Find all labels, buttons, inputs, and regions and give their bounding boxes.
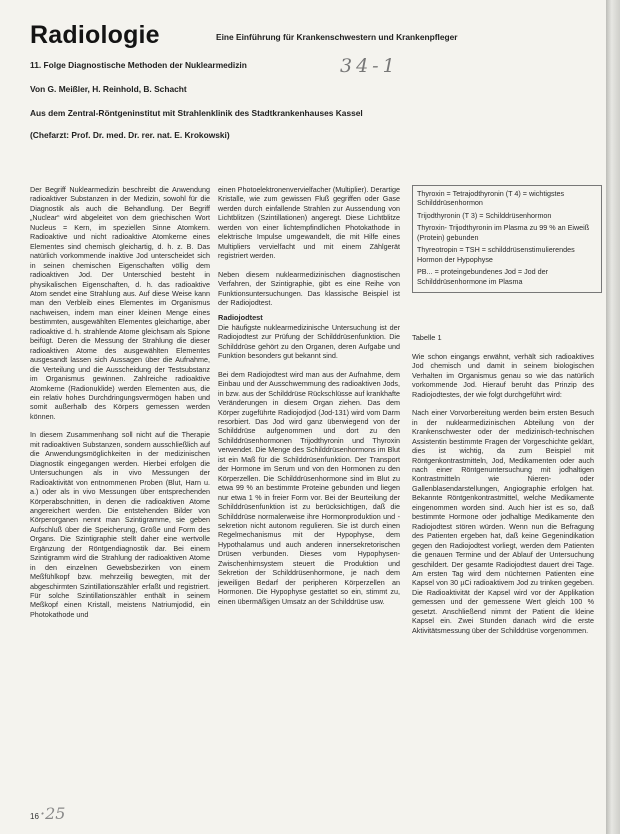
authors-line: Von G. Meißler, H. Reinhold, B. Schacht [30, 84, 187, 94]
handwritten-note: 34-1 [340, 55, 399, 77]
table-entry: Thyroxin = Tetrajodthyronin (T 4) = wichtigstes Schilddrüsenhormon [417, 189, 565, 208]
page-subtitle: Eine Einführung für Krankenschwestern und Krankenpfleger [216, 32, 458, 42]
definition-table [412, 185, 602, 293]
section-heading: Radiojodtest [218, 313, 263, 323]
text-column-1 [30, 185, 210, 785]
text-column-3 [412, 352, 594, 812]
paragraph: einen Photoelektronenvervielfacher (Multiplier). Derartige Kristalle, wie zum gewissen Fluß gegriffen oder Gase werden durch einfallende Strahlen zur Aussendung von Lichtblitzen (Szintillationen) angeregt. Diese Lichtblitze werden von einer lichtempfindlichen Photokathode in elektrische Impulse umgewandelt, die mit Hilfe eines Multipliers vervielfacht und mit einem Zählgerät registriert werden. [218, 185, 400, 261]
table-entry: Thyroxin- Trijodthyronin im Plasma zu 99 % an Eiweiß (Protein) gebunden [417, 223, 590, 242]
table-caption: Tabelle 1 [412, 333, 442, 342]
paragraph: Nach einer Vorvorbereitung werden beim ersten Besuch in der nuklearmedizinischen Abteilung von der Krankenschwester oder der medizinisch-technischen Assistentin bestimmte Fragen der Vorgeschichte geklärt, dies ist wichtig, da zum Beispiel mit Röntgenkontrastmitteln, Jod, Medikamenten oder auch nach einer Röntgenuntersuchung mit jodhaltigen Kontrastmitteln wie Nieren- oder Gallenblasendarstellungen, Angiographie erfolgen hat. Bekannte Röntgenkontrastmittel, welche Medikamente eingenommen worden sind. Auch hier ist es so, daß bestimmte Hormone oder jodhaltige Medikamente den Radiojodtest stören würden. Wenn nun die Befragung des Patienten ergeben hat, daß keine Gegenindikation gegen den Radiojodtest vorliegt, werden dem Patienten die genauen Termine und der Ablauf der Untersuchung geschildert. Der gesamte Radiojodtest dauert drei Tage. Am ersten Tag wird dem nüchternen Patienten eine Kapsel von 30 µCi radioaktivem Jod zu trinken gegeben. Die Radioaktivität der Kapsel wird vor der Applikation gemessen und der gemessene Wert gleich 100 % gesetzt. Anschließend nimmt der Patient die kleine Kapsel ein. Zwei Stunden danach wird die erste Aktivitätsmessung über der Schilddrüse vorgenommen. [412, 408, 594, 635]
paragraph: Neben diesem nuklearmedizinischen diagnostischen Verfahren, der Szintigraphie, gibt es eine Reihe von Funktionsuntersuchungen. Das klassische Beispiel ist der Radiojodtest. [218, 269, 400, 307]
table-entry: Trijodthyronin (T 3) = Schilddrüsenhormon [417, 210, 552, 220]
table-entry: PB... = proteingebundenes Jod = Jod der Schilddrüsenhormone im Plasma [417, 267, 549, 286]
scan-edge [606, 0, 620, 834]
handwritten-scribble: ·25 [40, 804, 66, 823]
paragraph: Die häufigste nuklearmedizinische Untersuchung ist der Radiojodtest zur Prüfung der Schilddrüsenfunktion. Die Schilddrüse gehört zu den Organen, deren Aufgabe und Funktion besonders gut bekannt sind. [218, 322, 400, 361]
chief-line: (Chefarzt: Prof. Dr. med. Dr. rer. nat. E. Krokowski) [30, 130, 230, 140]
paragraph: Der Begriff Nuklearmedizin beschreibt die Anwendung radioaktiver Substanzen in der Medizin, sowohl für die Diagnostik als auch die Behandlung. Der Begriff „Nuclear“ wird abgeleitet von dem griechischen Wort Nucleus = Kern, im speziellen Sinne Atomkern. Radioaktive und nicht radioaktive Atomkerne eines Elementes sind chemisch gleichartig, d. h. z. B. Das natürlich vorkommende inaktive Jod unterscheidet sich in seinen chemischen Eigenschaften völlig dem radioaktiven Jod. Der Unterschied besteht in physikalischen Eigenschaften, d. h. das radioaktive Atom sendet eine Strahlung aus. Auf diese Weise kann man den Verbleib eines Elementes im Organismus nachweisen, indem man einer kleinen Menge eines bestimmten, ausgewählten Elementes gleichartige, aber radioaktive d. h. strahlende Atome gleichsam als Spione beifügt. Deren die Messung der Strahlung die dieser radioaktiven Atome des ausgewählten Elementes ausgesandt lassen sich Aussagen über die Aufnahme, die Verteilung und die Ausscheidung der Testsubstanz im Organismus gewinnen. Zahlreiche radioaktive Atomkerne (Radionuklide) werden Elementen aus, die ein relativ hohes Durchdringungsvermögen haben und somit außerhalb des Körpers gemessen werden können. [30, 185, 210, 421]
page-title: Radiologie [30, 21, 160, 49]
paragraph: Bei dem Radiojodtest wird man aus der Aufnahme, dem Einbau und der Ausschwemmung des radioaktiven Jods, in bzw. aus der Schilddrüse Rückschlüsse auf krankhafte Veränderungen in diesem Organ ziehen. Das dem Körper zugeführte Radiojodjod (Jod-131) wird vom Darm resorbiert. Das Jod wird ganz überwiegend von der Schilddrüse aufgenommen und dort zu den Schilddrüsenhormonen Trijodthyronin und Thyroxin verwendet. Die Menge des Schilddrüsenhormons im Blut ist ein Maß für die Schilddrüsenfunktion. Der Transport der Hormone im Serum und von den Hormonen zu den Körperzellen. Die Schilddrüsenhormone sind im Blut zu etwa 99 % an bestimmte Proteine gebunden und liegen nur etwa 1 % in freier Form vor. Bei der Beurteilung der Schilddrüsenfunktion ist zu berücksichtigen, daß die Schilddrüse normalerweise ihre Hormonproduktion und -sekretion nicht autonom regulieren. Sie ist durch einen Regelmechanismus mit der Hypophyse, dem Hypothalamus und auch anderen innersekretorischen Drüsen verbunden. Dieses vom Hypophysen-Zwischenhirnsystem steuert die Produktion und Sekretion der Schilddrüsenhormone, je nach dem jeweiligen Bedarf der peripheren Körperzellen an Hormonen. Die Hypophyse gestattet so ein, stimmt zu, einen übermäßigen Umsatz an der Schilddrüse usw. [218, 369, 400, 606]
table-entry: Thyreotropin = TSH = schilddrüsenstimulierendes Hormon der Hypophyse [417, 245, 575, 264]
institution-line: Aus dem Zentral-Röntgeninstitut mit Strahlenklinik des Stadtkrankenhauses Kassel [30, 108, 363, 118]
paragraph: Wie schon eingangs erwähnt, verhält sich radioaktives Jod chemisch und damit in seinem biologischen Verhalten im Organismus genau so wie das natürlich vorkommende Jod. Hierauf beruht das Prinzip des Radiojodtestes, der wie folgt durchgeführt wird: [412, 352, 594, 399]
paragraph: In diesem Zusammenhang soll nicht auf die Therapie mit radioaktiven Substanzen, sondern ausschließlich auf die Anwendungsmöglichkeiten in der medizinischen Diagnostik eingegangen werden. Hierbei erfolgen die Untersuchungen als in vivo Messungen der Radioaktivität von entnommenen Proben (Blut, Harn u. a.) oder als in vivo Messungen über entsprechenden Körperabschnitten, in denen die radioaktiven Atome angereichert werden. Die entstehenden Bilder von Körperorganen nennt man Szintigramme, sie geben Aufschluß über die Speicherung, Größe und Form des Organs. Die Szintigraphie stellt daher eine wertvolle Ergänzung der Röntgendiagnostik dar. Bei einem Szintigramm wird die Strahlung der radioaktiven Atome in den einzelnen Gewebsbezirken von einem Meßfühlkopf bzw. mehrzeilig bewegten, mit der abgeschirmten Szintillationszähler erfaßt und registriert. Für solche Szintillationszähler enthält in seinem Meßkopf einen Kristall, meistens Natriumjodid, ein Photokathode und [30, 430, 210, 619]
text-column-2 [218, 185, 400, 785]
series-line: 11. Folge Diagnostische Methoden der Nuklearmedizin [30, 60, 247, 70]
page-number: 16 [30, 812, 39, 821]
